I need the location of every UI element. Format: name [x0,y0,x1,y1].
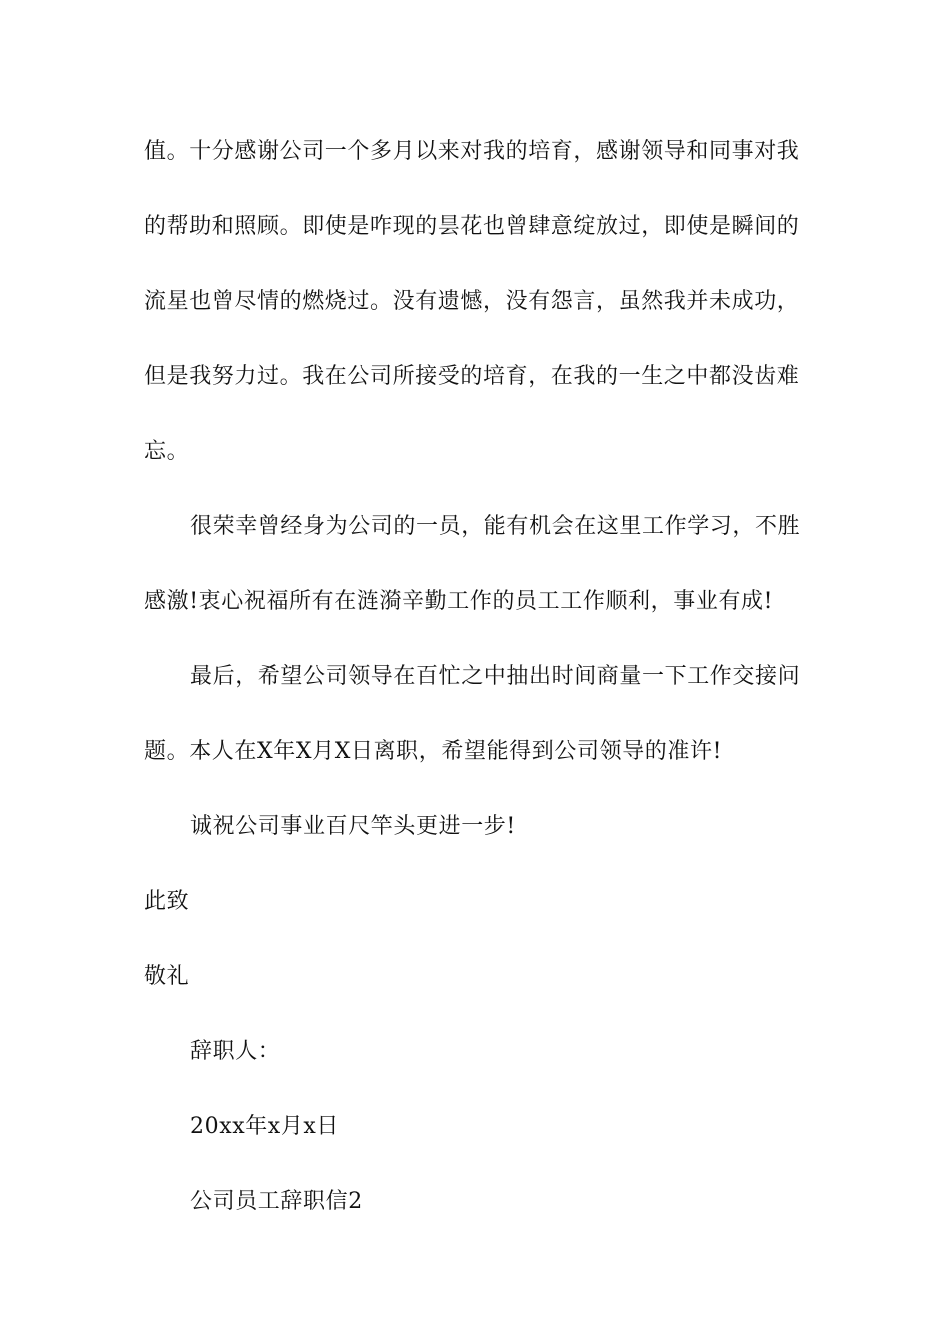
paragraph-3-line-2: 题。本人在X年X月X日离职，希望能得到公司领导的准许! [144,739,723,764]
paragraph-2-line-1: 很荣幸曾经身为公司的一员，能有机会在这里工作学习，不胜 [190,514,801,539]
paragraph-1-line-5: 忘。 [144,439,190,464]
wish-line: 诚祝公司事业百尺竿头更进一步! [190,814,516,839]
next-letter-title: 公司员工辞职信2 [190,1189,363,1214]
paragraph-3-line-1: 最后，希望公司领导在百忙之中抽出时间商量一下工作交接问 [190,664,801,689]
document-body [144,130,806,1255]
closing-regards: 敬礼 [144,964,190,989]
letter-date: 20xx年x月x日 [190,1114,340,1139]
closing-salutation: 此致 [144,889,190,914]
paragraph-1-line-4: 但是我努力过。我在公司所接受的培育，在我的一生之中都没齿难 [144,364,800,389]
paragraph-2-line-2: 感激!衷心祝福所有在涟漪辛勤工作的员工工作顺利，事业有成! [144,589,774,614]
paragraph-1-line-3: 流星也曾尽情的燃烧过。没有遗憾，没有怨言，虽然我并未成功， [144,289,800,314]
paragraph-1-line-2: 的帮助和照顾。即使是咋现的昙花也曾肆意绽放过，即使是瞬间的 [144,214,800,239]
paragraph-1-line-1: 值。十分感谢公司一个多月以来对我的培育，感谢领导和同事对我 [144,139,800,164]
signer-label: 辞职人： [190,1039,281,1064]
